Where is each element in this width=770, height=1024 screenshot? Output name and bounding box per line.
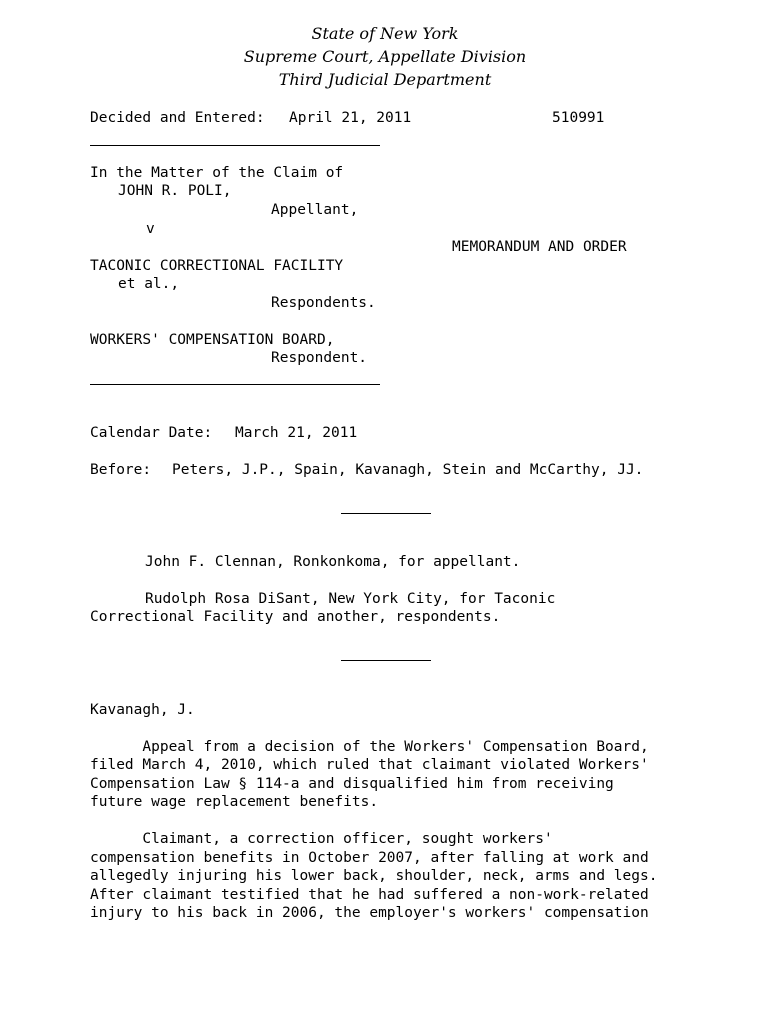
counsel-respondents-line2: Correctional Facility and another, respondents. xyxy=(90,609,501,625)
header-state: State of New York xyxy=(311,24,459,43)
caption-appellant: Appellant, xyxy=(271,202,359,218)
caption-versus: v xyxy=(146,221,155,237)
caption-respondent2: WORKERS' COMPENSATION BOARD, xyxy=(90,332,335,348)
decided-date: April 21, 2011 xyxy=(289,110,412,126)
header-court: Supreme Court, Appellate Division xyxy=(243,47,527,66)
caption-rule-top xyxy=(90,145,380,146)
paragraph-line: future wage replacement benefits. xyxy=(90,794,379,810)
calendar-label: Calendar Date: xyxy=(90,425,213,441)
separator-rule-2 xyxy=(341,660,431,661)
paragraph-line: compensation benefits in October 2007, after falling at work and xyxy=(90,850,649,866)
order-type: MEMORANDUM AND ORDER xyxy=(452,239,627,255)
caption-respondents: Respondents. xyxy=(271,295,376,311)
paragraph-line: Appeal from a decision of the Workers' Compensation Board, xyxy=(90,739,649,755)
caption-rule-bottom xyxy=(90,384,380,385)
paragraph-line: Claimant, a correction officer, sought workers' xyxy=(90,831,553,847)
paragraph-line: After claimant testified that he had suffered a non-work-related xyxy=(90,887,649,903)
caption-respondent1-etal: et al., xyxy=(118,276,180,292)
counsel-respondents-line1: Rudolph Rosa DiSant, New York City, for Taconic xyxy=(145,591,556,607)
paragraph-line: injury to his back in 2006, the employer's workers' compensation xyxy=(90,905,649,921)
docket-number: 510991 xyxy=(552,110,605,126)
paragraph-line: Compensation Law § 114-a and disqualified him from receiving xyxy=(90,776,614,792)
header-department: Third Judicial Department xyxy=(278,70,492,89)
caption-claimant: JOHN R. POLI, xyxy=(118,183,232,199)
caption-respondent2-role: Respondent. xyxy=(271,350,368,366)
before-justices: Peters, J.P., Spain, Kavanagh, Stein and McCarthy, JJ. xyxy=(172,462,644,478)
calendar-date: March 21, 2011 xyxy=(235,425,358,441)
caption-matter: In the Matter of the Claim of xyxy=(90,165,344,181)
separator-rule-1 xyxy=(341,513,431,514)
opinion-author: Kavanagh, J. xyxy=(90,702,195,718)
counsel-appellant: John F. Clennan, Ronkonkoma, for appellant. xyxy=(145,554,521,570)
caption-respondent1: TACONIC CORRECTIONAL FACILITY xyxy=(90,258,344,274)
paragraph-line: filed March 4, 2010, which ruled that claimant violated Workers' xyxy=(90,757,649,773)
paragraph-line: allegedly injuring his lower back, shoulder, neck, arms and legs. xyxy=(90,868,658,884)
before-label: Before: xyxy=(90,462,152,478)
decided-label: Decided and Entered: xyxy=(90,110,265,126)
